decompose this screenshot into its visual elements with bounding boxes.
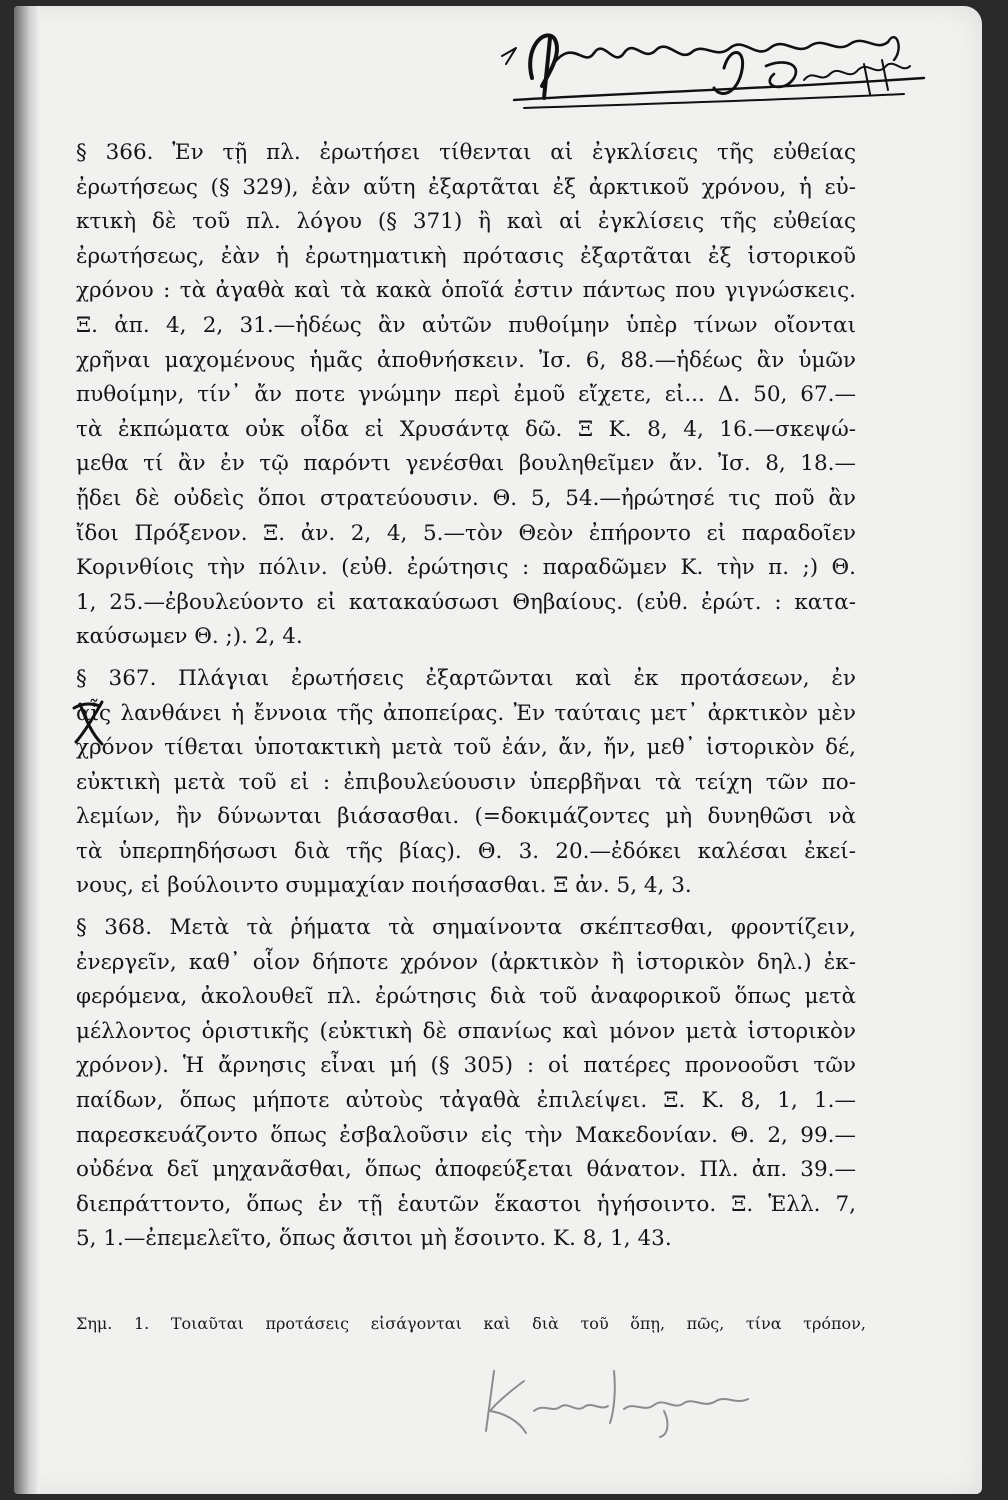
text-line: νους, εἰ βούλοιντο συμμαχίαν ποιήσασθαι. Ξ ἀν. 5, 4, 3. — [76, 873, 692, 899]
paragraph-366 — [76, 136, 856, 655]
text-line: κτικὴ δὲ τοῦ πλ. λόγου (§ 371) ἢ καὶ αἱ ἐγκλίσεις τῆς εὐθείας — [76, 209, 856, 235]
text-line: διεπράττοντο, ὅπως ἐν τῇ ἑαυτῶν ἕκαστοι ἡγήσοιντο. Ξ. Ἑλλ. 7, — [76, 1191, 856, 1217]
text-line: χρόνον). Ἡ ἄρνησις εἶναι μή (§ 305) : οἱ πατέρες προνοοῦσι τῶν — [76, 1053, 856, 1079]
text-line: τὰ ἐκπώματα οὐκ οἶδα εἰ Χρυσάντᾳ δῶ. Ξ Κ. 8, 4, 16.—σκεψώ- — [76, 416, 856, 442]
text-line: πυθοίμην, τίν᾽ ἄν ποτε γνώμην περὶ ἐμοῦ εἴχετε, εἰ... Δ. 50, 67.— — [76, 382, 856, 408]
paragraph-368 — [76, 911, 856, 1257]
text-line: § 366. Ἐν τῇ πλ. ἐρωτήσει τίθενται αἱ ἐγκλίσεις τῆς εὐθείας — [76, 140, 856, 165]
text-line: χρόνον τίθεται ὑποτακτικὴ μετὰ τοῦ ἐάν, ἄν, ἤν, μεθ᾽ ἱστορικὸν δέ, — [76, 735, 856, 761]
margin-x-mark-icon — [66, 694, 116, 754]
text-line: μέλλοντος ὁριστικῆς (εὐκτικὴ δὲ σπανίως καὶ μόνον μετὰ ἱστορικὸν — [76, 1018, 856, 1044]
text-line: παρεσκευάζοντο ὅπως ἐσβαλοῦσιν εἰς τὴν Μακεδονίαν. Θ. 2, 99.— — [76, 1122, 856, 1148]
text-line: χρόνου : τὰ ἀγαθὰ καὶ τὰ κακὰ ὁποῖά ἐστιν πάντως που γιγνώσκεις. — [76, 278, 856, 304]
text-line: § 367. Πλάγιαι ἐρωτήσεις ἐξαρτῶνται καὶ ἐκ προτάσεων, ἐν — [76, 665, 856, 691]
bottom-signature-scribble — [464, 1351, 764, 1446]
text-line: φερόμενα, ἀκολουθεῖ πλ. ἐρώτησις διὰ τοῦ ἀναφορικοῦ ὅπως μετὰ — [76, 984, 856, 1010]
text-line: χρῆναι μαχομένους ἡμᾶς ἀποθνήσκειν. Ἰσ. 6, 88.—ἡδέως ἂν ὑμῶν — [76, 347, 856, 373]
text-line: μεθα τί ἂν ἐν τῷ παρόντι γενέσθαι βουληθεῖμεν ἄν. Ἰσ. 8, 18.— — [76, 451, 856, 477]
text-line: 5, 1.—ἐπεμελεῖτο, ὅπως ἄσιτοι μὴ ἔσοιντο. Κ. 8, 1, 43. — [76, 1226, 672, 1252]
bottom-handwritten-signature — [464, 1351, 764, 1446]
text-line: λεμίων, ἢν δύνωνται βιάσασθαι. (=δοκιμάζοντες μὴ δυνηθῶσι νὰ — [76, 804, 856, 830]
footnote: Σημ. 1. Τοιαῦται προτάσεις εἰσάγονται καὶ διὰ τοῦ ὅπῃ, πῶς, τίνα τρόπον, — [76, 1314, 866, 1333]
top-handwritten-signature — [484, 8, 982, 126]
top-signature-text: Μουνουσταρριάκη — [484, 8, 494, 9]
text-line: τὰ ὑπερπηδήσωσι διὰ τῆς βίας). Θ. 3. 20.—ἐδόκει καλέσαι ἐκεί- — [76, 838, 856, 864]
body-text — [76, 136, 856, 1257]
top-signature-scribble — [484, 8, 982, 126]
text-line: 1, 25.—ἐβουλεύοντο εἰ κατακαύσωσι Θηβαίους. (εὐθ. ἐρώτ. : κατα- — [76, 589, 856, 615]
text-line: αἷς λανθάνει ἡ ἔννοια τῆς ἀποπείρας. Ἐν ταύταις μετ᾽ ἀρκτικὸν μὲν — [76, 700, 856, 726]
bottom-signature-text: Κοινδυρογιακ — [464, 1351, 472, 1352]
text-line: ᾔδει δὲ οὐδεὶς ὅποι στρατεύουσιν. Θ. 5, 54.—ἠρώτησέ τις ποῦ ἂν — [76, 485, 856, 511]
text-line: εὐκτικὴ μετὰ τοῦ εἰ : ἐπιβουλεύουσιν ὑπερβῆναι τὰ τείχη τῶν πο- — [76, 769, 856, 795]
book-page — [14, 6, 982, 1494]
text-line: Ξ. ἀπ. 4, 2, 31.—ἡδέως ἂν αὐτῶν πυθοίμην ὑπὲρ τίνων οἴονται — [76, 312, 856, 338]
handwritten-margin-mark — [66, 694, 116, 754]
text-line: ἴδοι Πρόξενον. Ξ. ἀν. 2, 4, 5.—τὸν Θεὸν ἐπήροντο εἰ παραδοῖεν — [76, 520, 856, 546]
text-line: ἐρωτήσεως (§ 329), ἐὰν αὕτη ἐξαρτᾶται ἐξ ἀρκτικοῦ χρόνου, ἡ εὐ- — [76, 174, 856, 200]
text-line: ἐνεργεῖν, καθ᾽ οἷον δήποτε χρόνον (ἀρκτικὸν ἢ ἱστορικὸν δηλ.) ἐκ- — [76, 949, 856, 975]
text-line: οὐδένα δεῖ μηχανᾶσθαι, ὅπως ἀποφεύξεται θάνατον. Πλ. ἀπ. 39.— — [76, 1157, 856, 1183]
text-line: Κορινθίοις τὴν πόλιν. (εὐθ. ἐρώτησις : παραδῶμεν Κ. τὴν π. ;) Θ. — [76, 555, 856, 581]
text-line: καύσωμεν Θ. ;). 2, 4. — [76, 624, 303, 650]
text-line: § 368. Μετὰ τὰ ῥήματα τὰ σημαίνοντα σκέπτεσθαι, φροντίζειν, — [76, 915, 856, 941]
book-spine-shadow — [14, 6, 40, 1494]
text-line: παίδων, ὅπως μήποτε αὐτοὺς τἀγαθὰ ἐπιλείψει. Ξ. Κ. 8, 1, 1.— — [76, 1088, 856, 1114]
paragraph-367 — [76, 662, 856, 904]
text-line: ἐρωτήσεως, ἐὰν ἡ ἐρωτηματικὴ πρότασις ἐξαρτᾶται ἐξ ἱστορικοῦ — [76, 243, 856, 269]
